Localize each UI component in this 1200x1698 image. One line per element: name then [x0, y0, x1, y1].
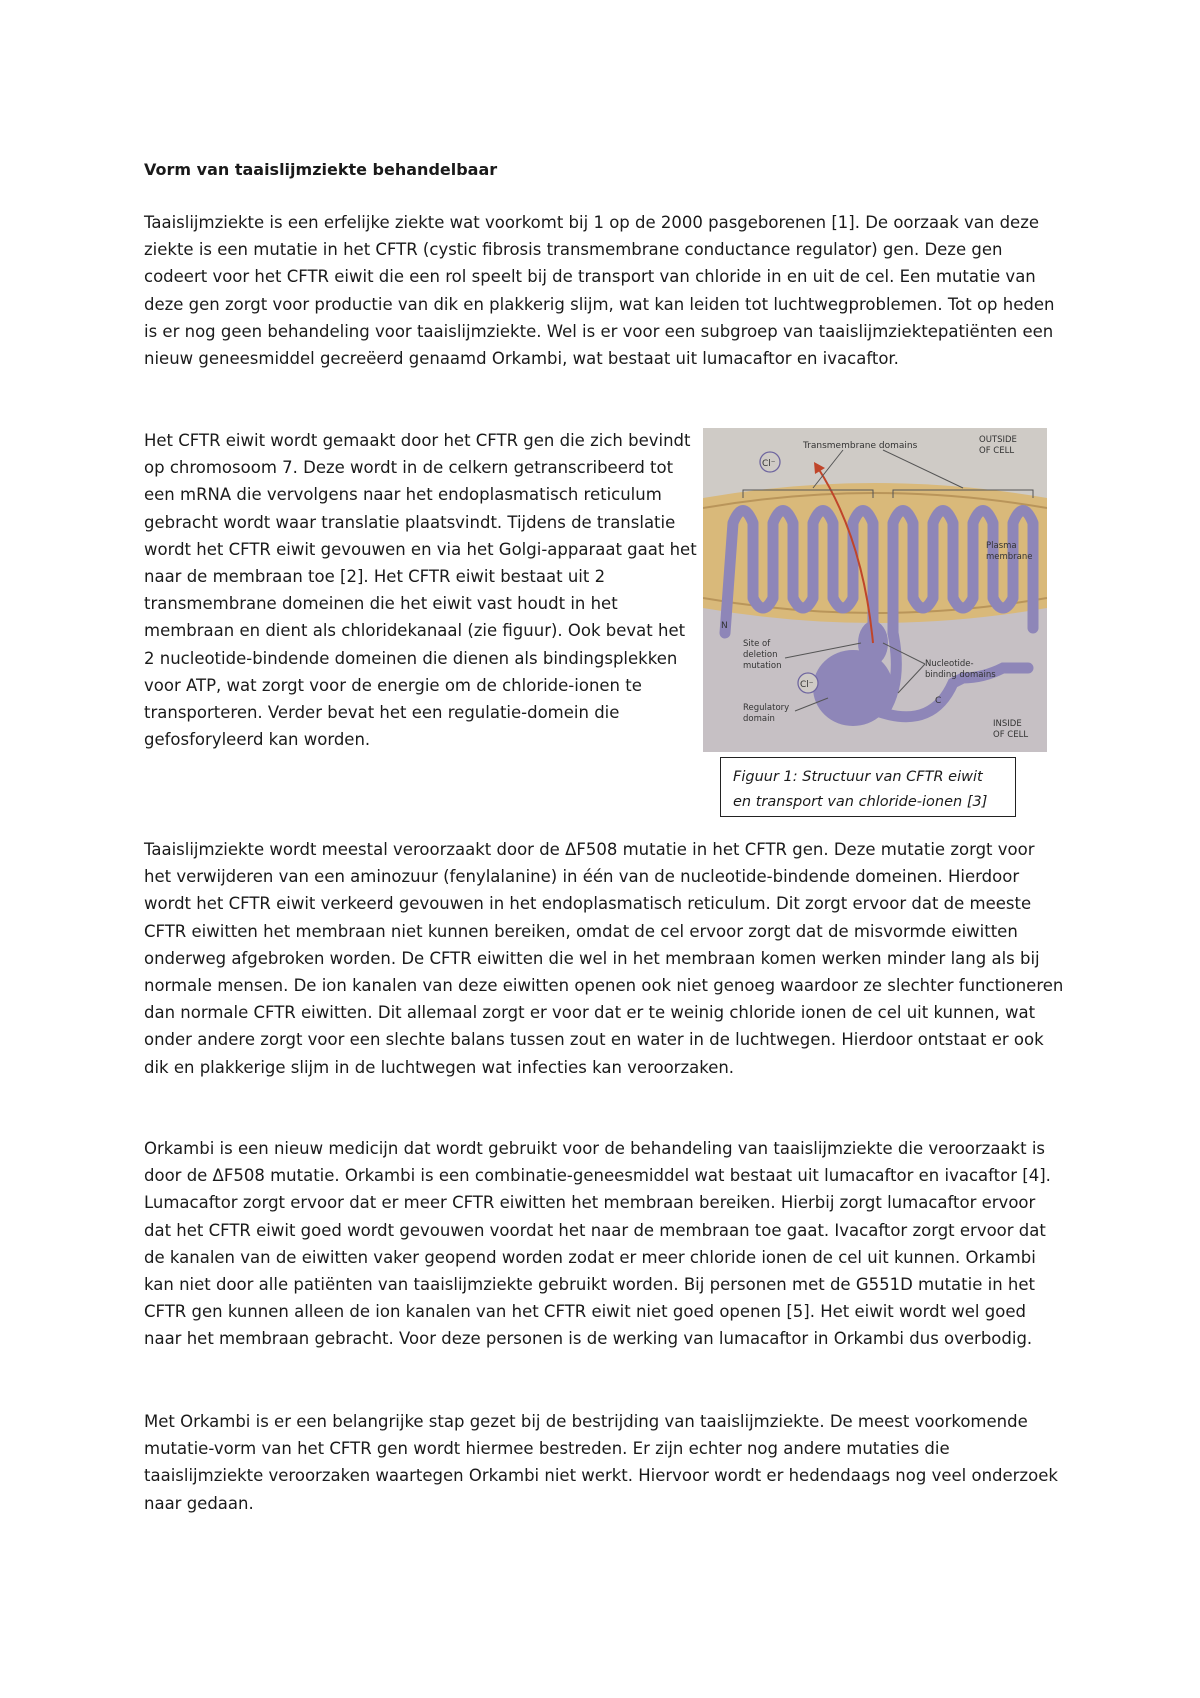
label-deletion: deletion	[743, 650, 778, 660]
paragraph-cftr-structure: Het CFTR eiwit wordt gemaakt door het CFTR gen die zich bevindt op chromosoom 7. Deze wordt in de celkern getranscribeerd tot een mRNA die vervolgens naar het endoplasmatisch reticulum gebracht wordt waar translatie plaatsvindt. Tijdens de translatie wordt het CFTR eiwit gevouwen en via het Golgi-apparaat gaat het naar de membraan toe [2]. Het CFTR eiwit bestaat uit 2 transmembrane domeinen die het eiwit vast houdt in het membraan en dient als chloridekanaal (zie figuur). Ook bevat het 2 nucleotide-bindende domeinen die dienen als bindingsplekken voor ATP, wat zorgt voor de energie om de chloride-ionen te transporteren. Verder bevat het een regulatie-domein die gefosforyleerd kan worden.	[144, 431, 697, 750]
label-inside: INSIDE	[993, 719, 1022, 729]
label-membrane: membrane	[986, 552, 1033, 562]
label-of-cell-top: OF CELL	[979, 446, 1015, 456]
label-outside: OUTSIDE	[979, 435, 1017, 445]
label-mutation: mutation	[743, 661, 782, 671]
label-regulatory: Regulatory	[743, 703, 790, 713]
paragraph-conclusion: Met Orkambi is er een belangrijke stap gezet bij de bestrijding van taaislijmziekte. De meest voorkomende mutatie-vorm van het CFTR gen wordt hiermee bestreden. Er zijn echter nog andere mutaties die taaislijmziekte veroorzaken waartegen Orkambi niet werkt. Hiervoor wordt er hedendaags nog veel onderzoek naar gedaan.	[144, 1412, 1058, 1513]
cftr-diagram	[703, 428, 1047, 752]
label-plasma: Plasma	[986, 541, 1017, 551]
label-site-of: Site of	[743, 639, 771, 649]
document-title: Vorm van taaislijmziekte behandelbaar	[144, 160, 498, 179]
caption-line-1: Figuur 1: Structuur van CFTR eiwit	[733, 769, 983, 785]
paragraph-orkambi: Orkambi is een nieuw medicijn dat wordt gebruikt voor de behandeling van taaislijmziekte die veroorzaakt is door de ΔF508 mutatie. Orkambi is een combinatie-geneesmiddel wat bestaat uit lumacaftor en ivacaftor [4]. Lumacaftor zorgt ervoor dat er meer CFTR eiwitten het membraan bereiken. Hierbij zorgt lumacaftor ervoor dat het CFTR eiwit goed wordt gevouwen voordat het naar de membraan toe gaat. Ivacaftor zorgt ervoor dat de kanalen van de eiwitten vaker geopend worden zodat er meer chloride ionen de cel uit kunnen. Orkambi kan niet door alle patiënten van taaislijmziekte gebruikt worden. Bij personen met de G551D mutatie in het CFTR gen kunnen alleen de ion kanalen van het CFTR eiwit niet goed openen [5]. Het eiwit wordt wel goed naar het membraan gebracht. Voor deze personen is de werking van lumacaftor in Orkambi dus overbodig.	[144, 1139, 1051, 1349]
caption-line-2: en transport van chloride-ionen [3]	[733, 794, 988, 810]
paragraph-intro: Taaislijmziekte is een erfelijke ziekte wat voorkomt bij 1 op de 2000 pasgeborenen [1]. De oorzaak van deze ziekte is een mutatie in het CFTR (cystic fibrosis transmembrane conductance regulator) gen. Deze gen codeert voor het CFTR eiwit die een rol speelt bij de transport van chloride in en uit de cel. Een mutatie van deze gen zorgt voor productie van dik en plakkerig slijm, wat kan leiden tot luchtwegproblemen. Tot op heden is er nog geen behandeling voor taaislijmziekte. Wel is er voor een subgroep van taaislijmziektepatiënten een nieuw geneesmiddel gecreëerd genaamd Orkambi, wat bestaat uit lumacaftor en ivacaftor.	[144, 213, 1055, 369]
paragraph-f508-mutation: Taaislijmziekte wordt meestal veroorzaakt door de ΔF508 mutatie in het CFTR gen. Deze mutatie zorgt voor het verwijderen van een aminozuur (fenylalanine) in één van de nucleotide-bindende domeinen. Hierdoor wordt het CFTR eiwit verkeerd gevouwen in het endoplasmatisch reticulum. Dit zorgt ervoor dat de meeste CFTR eiwitten het membraan niet kunnen bereiken, omdat de cel ervoor zorgt dat de misvormde eiwitten onderweg afgebroken worden. De CFTR eiwitten die wel in het membraan komen werken minder lang als bij normale mensen. De ion kanalen van deze eiwitten openen ook niet genoeg waardoor ze slechter functioneren dan normale CFTR eiwitten. Dit allemaal zorgt er voor dat er te weinig chloride ionen de cel uit kunnen, wat onder andere zorgt voor een slechte balans tussen zout en water in de luchtwegen. Hierdoor ontstaat er ook dik en plakkerige slijm in de luchtwegen wat infecties kan veroorzaken.	[144, 840, 1064, 1077]
label-binding-domains: binding domains	[925, 670, 996, 680]
cftr-figure	[703, 428, 1047, 752]
figure-caption	[720, 757, 1016, 817]
cl-label-bottom: Cl⁻	[800, 680, 814, 690]
label-domain: domain	[743, 714, 775, 724]
cl-label-top: Cl⁻	[762, 459, 776, 469]
label-nucleotide: Nucleotide-	[925, 659, 974, 669]
label-of-cell-bottom: OF CELL	[993, 730, 1029, 740]
label-c-terminus: C	[935, 696, 942, 706]
label-transmembrane: Transmembrane domains	[803, 441, 918, 451]
label-n-terminus: N	[721, 621, 728, 631]
